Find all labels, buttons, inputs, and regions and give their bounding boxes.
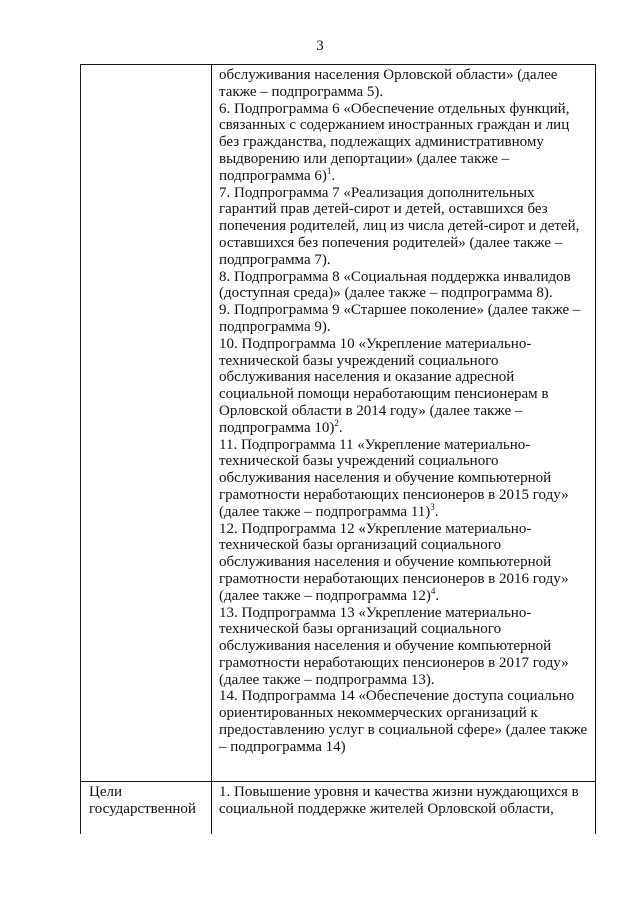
paragraph-6: 10. Подпрограмма 10 «Укрепление материально-технической базы учреждений социального обслуживания населения и оказание адресной социальной помощи неработающим пенсионерам в Орловской области в 2014 году» (далее также – подпрограмма 10)$^2$.: [219, 335, 549, 436]
paragraph-8: 12. Подпрограмма 12 «Укрепление материально-технической базы организаций социального обслуживания населения и обучение компьютерной грамотности неработающих пенсионеров в 2016 году» (далее также – подпрограмма 12)$^4$.: [219, 520, 569, 604]
footnote-mark: 2: [334, 417, 339, 428]
passport-table: [80, 64, 596, 834]
footnote-mark: 4: [430, 585, 436, 596]
footnote-mark: 3: [430, 501, 435, 512]
table-cell-left: [81, 65, 212, 782]
paragraph-5: 9. Подпрограмма 9 «Старшее поколение» (далее также – подпрограмма 9).: [219, 302, 581, 335]
goals-text: 1. Повышение уровня и качества жизни нуждающихся в социальной поддержке жителей Орловской области,: [219, 784, 579, 817]
paragraph-9: 13. Подпрограмма 13 «Укрепление материально-технической базы организаций социального обслуживания населения и обучение компьютерной грамотности неработающих пенсионеров в 2017 году» (далее также – подпрограмма 13).: [219, 604, 569, 688]
paragraph-10: 14. Подпрограмма 14 «Обеспечение доступа социально ориентированных некоммерческих организаций к предоставлению услуг в социальной сфере» (далее также – подпрограмма 14): [219, 688, 588, 755]
row-label-goals: Цели государственной: [89, 784, 196, 817]
table-row: [81, 782, 596, 835]
paragraph-7: 11. Подпрограмма 11 «Укрепление материально-технической базы учреждений социального обслуживания населения и обучение компьютерной грамотности неработающих пенсионеров в 2015 году» (далее также – подпрограмма 11)$^3$.: [219, 436, 569, 520]
page-number: 3: [316, 38, 324, 54]
paragraph-4: 8. Подпрограмма 8 «Социальная поддержка инвалидов (доступная среда)» (далее также – подпрограмма 8).: [219, 268, 571, 302]
paragraph-3: 7. Подпрограмма 7 «Реализация дополнительных гарантий прав детей-сирот и детей, оставшихся без попечения родителей, лиц из числа детей-сирот и детей, оставшихся без попечения родителей» (далее также – подпрограмма 7).: [219, 184, 580, 268]
row1-left-text: [81, 65, 211, 67]
footnote-mark: 1: [326, 165, 332, 176]
paragraph-2: 6. Подпрограмма 6 «Обеспечение отдельных функций, связанных с содержанием иностранных граждан и лиц без гражданства, подлежащих административному выдворению или депортации» (далее также – подпрограмма 6)$^1$.: [219, 100, 570, 184]
table-cell-right: [212, 65, 596, 782]
paragraph-1: обслуживания населения Орловской области» (далее также – подпрограмма 5).: [219, 67, 558, 100]
table-cell-right: [212, 782, 596, 835]
table-row: [81, 65, 596, 782]
table-cell-left: [81, 782, 212, 835]
